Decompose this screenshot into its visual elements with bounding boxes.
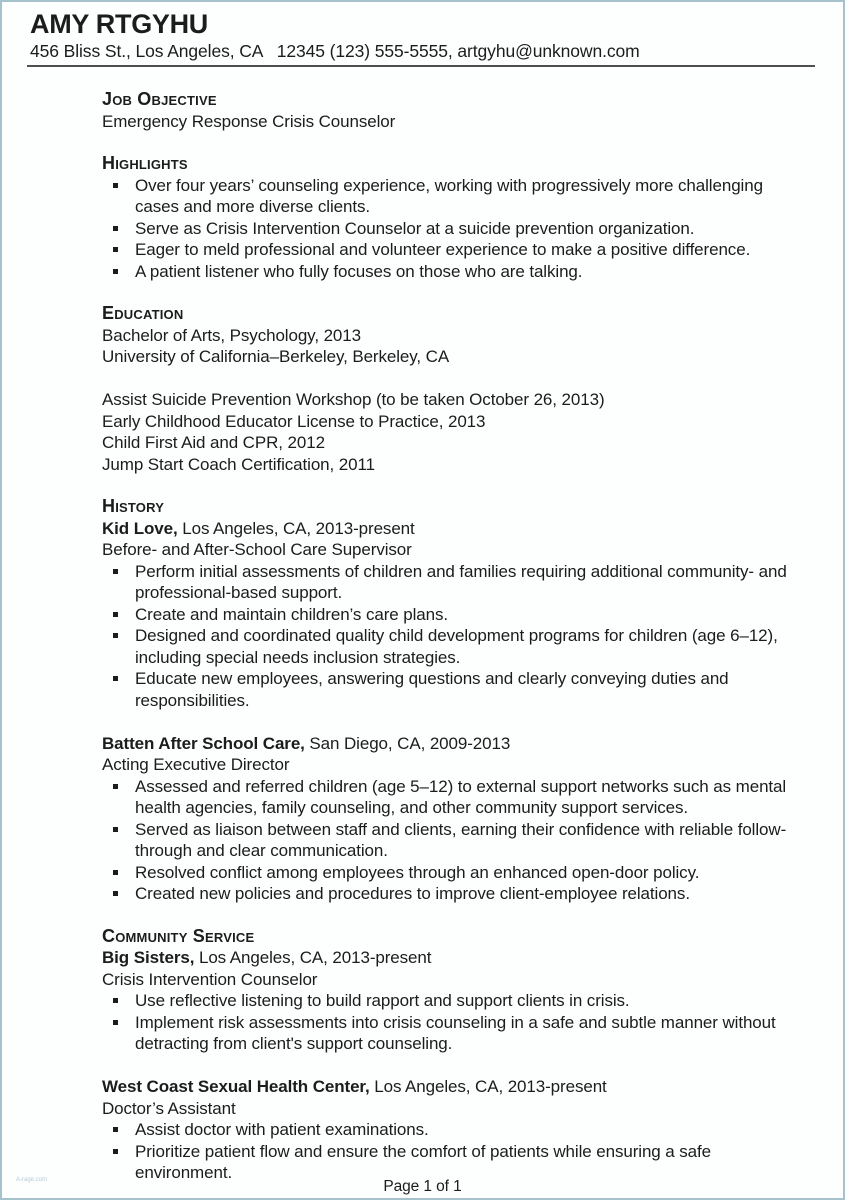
objective-text: Emergency Response Crisis Counselor (102, 111, 396, 131)
company-name: Batten After School Care, (102, 733, 305, 753)
section-job-objective (102, 89, 798, 132)
bullet-item: Served as liaison between staff and clients, earning their confidence with reliable follow-through and clear communication. (102, 819, 798, 862)
section-community-service (102, 926, 798, 1184)
job-meta: San Diego, CA, 2009-2013 (309, 733, 511, 753)
bullet-item: Use reflective listening to build rapport and support clients in crisis. (102, 990, 798, 1012)
section-heading: Job Objective (102, 89, 217, 109)
education-line: Bachelor of Arts, Psychology, 2013 (102, 325, 361, 345)
certification-line: Child First Aid and CPR, 2012 (102, 433, 325, 452)
bullet-item: Designed and coordinated quality child development programs for children (age 6–12), including special needs inclusion strategies. (102, 625, 798, 668)
job-bullets (102, 990, 798, 1055)
job-entry (102, 733, 798, 905)
job-line (102, 947, 798, 969)
blank-line (102, 368, 798, 390)
job-title: Before- and After-School Care Supervisor (102, 540, 412, 559)
education-line: University of California–Berkeley, Berkeley, CA (102, 347, 450, 366)
bullet-item: Assist doctor with patient examinations. (102, 1119, 798, 1141)
resume-header (2, 2, 843, 67)
bullet-item: Educate new employees, answering questions and clearly conveying duties and responsibilities. (102, 668, 798, 711)
bullet-item: Over four years’ counseling experience, working with progressively more challenging cases and more diverse clients. (102, 175, 798, 218)
watermark: A-rage.com (16, 1177, 48, 1183)
company-name: Kid Love, (102, 518, 178, 538)
bullet-item: A patient listener who fully focuses on those who are talking. (102, 261, 798, 283)
job-line (102, 733, 798, 755)
company-name: West Coast Sexual Health Center, (102, 1077, 370, 1096)
certification-line: Assist Suicide Prevention Workshop (to be taken October 26, 2013) (102, 390, 605, 409)
job-title: Doctor’s Assistant (102, 1098, 236, 1118)
section-education (102, 303, 798, 475)
company-name: Big Sisters, (102, 948, 195, 967)
highlights-list (102, 175, 798, 283)
job-title: Crisis Intervention Counselor (102, 969, 318, 989)
job-title: Acting Executive Director (102, 755, 290, 774)
job-meta: Los Angeles, CA, 2013-present (198, 948, 432, 967)
job-meta: Los Angeles, CA, 2013-present (182, 518, 415, 538)
bullet-item: Serve as Crisis Intervention Counselor at a suicide prevention organization. (102, 218, 798, 240)
bullet-item: Resolved conflict among employees through an enhanced open-door policy. (102, 862, 798, 884)
job-entry (102, 1076, 798, 1184)
job-bullets (102, 776, 798, 905)
bullet-item: Implement risk assessments into crisis counseling in a safe and subtle manner without detracting from client's support counseling. (102, 1012, 798, 1055)
bullet-item: Prioritize patient flow and ensure the comfort of patients while ensuring a safe environment. (102, 1141, 798, 1184)
bullet-item: Assessed and referred children (age 5–12) to external support networks such as mental health agencies, family counseling, and other community support services. (102, 776, 798, 819)
person-name: AMY RTGYHU (30, 9, 209, 39)
bullet-item: Perform initial assessments of children and families requiring additional community- and professional-based support. (102, 561, 798, 604)
bullet-item: Eager to meld professional and volunteer experience to make a positive difference. (102, 239, 798, 261)
job-line (102, 1076, 798, 1098)
resume-body (2, 67, 843, 1184)
bullet-item: Create and maintain children’s care plans. (102, 604, 798, 626)
job-bullets (102, 561, 798, 712)
section-history (102, 496, 798, 905)
bullet-item: Created new policies and procedures to improve client-employee relations. (102, 883, 798, 905)
job-meta: Los Angeles, CA, 2013-present (374, 1077, 607, 1096)
job-entry (102, 518, 798, 712)
job-bullets (102, 1119, 798, 1184)
certification-line: Jump Start Coach Certification, 2011 (102, 454, 375, 474)
certification-line: Early Childhood Educator License to Practice, 2013 (102, 411, 486, 431)
page-number: Page 1 of 1 (383, 1178, 462, 1195)
section-heading: Highlights (102, 153, 188, 173)
section-highlights (102, 153, 798, 282)
contact-line: 456 Bliss St., Los Angeles, CA 12345 (123) 555-5555, artgyhu@unknown.com (30, 41, 640, 61)
section-heading: History (102, 496, 165, 516)
section-heading: Education (102, 303, 184, 323)
job-line (102, 518, 798, 540)
section-heading: Community Service (102, 925, 255, 946)
job-entry (102, 947, 798, 1055)
